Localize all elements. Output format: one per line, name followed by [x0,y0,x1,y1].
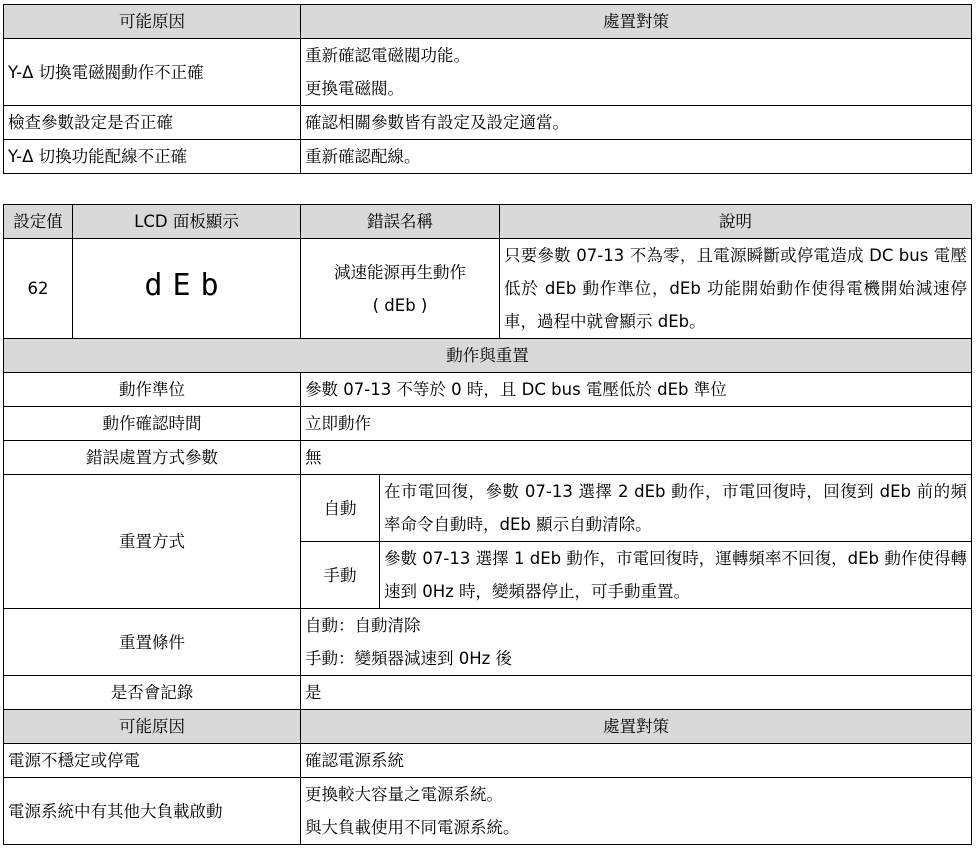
action-level-value: 參數 07-13 不等於 0 時，且 DC bus 電壓低於 dEb 準位 [301,373,972,407]
section-title: 動作與重置 [4,339,972,373]
cause-cell: Y-Δ 切換功能配線不正確 [4,140,301,174]
seven-segment-display: dEb [144,268,229,303]
col-header-setting: 設定值 [4,205,73,239]
measure-line: 重新確認電磁閥功能。 [305,46,470,65]
cause-cell: 電源系統中有其他大負載啟動 [4,778,301,845]
setting-value: 62 [4,239,73,339]
reset-condition-value [301,609,972,676]
reset-condition-label: 重置條件 [4,609,301,676]
error-detail-table [3,204,972,845]
cause-cell: 電源不穩定或停電 [4,744,301,778]
lcd-display [73,239,301,339]
col-header-measure: 處置對策 [301,5,972,39]
table-row [4,744,972,778]
measure-line: 更換電磁閥。 [305,79,404,98]
measure-cell: 確認電源系統 [301,744,972,778]
reset-condition-line: 自動：自動清除 [305,616,421,635]
error-name-code: ( dEb ) [372,295,428,315]
error-name-line: 減速能源再生動作 [334,262,466,282]
reset-condition-line: 手動：變頻器減速到 0Hz 後 [305,649,513,668]
reset-auto-label: 自動 [301,475,380,542]
table-row [4,140,972,174]
measure-cell [301,39,972,106]
col-header-cause: 可能原因 [4,710,301,744]
measure-line: 更換較大容量之電源系統。 [305,785,503,804]
confirm-time-label: 動作確認時間 [4,407,301,441]
reset-manual-label: 手動 [301,542,380,609]
table-row [4,106,972,140]
col-header-cause: 可能原因 [4,5,301,39]
col-header-measure: 處置對策 [301,710,972,744]
action-level-label: 動作準位 [4,373,301,407]
cause-cell: Y-Δ 切換電磁閥動作不正確 [4,39,301,106]
measure-cell: 確認相關參數皆有設定及設定適當。 [301,106,972,140]
col-header-description: 說明 [500,205,972,239]
confirm-time-value: 立即動作 [301,407,972,441]
top-cause-table [3,4,972,174]
error-handling-label: 錯誤處置方式參數 [4,441,301,475]
col-header-error-name: 錯誤名稱 [301,205,500,239]
reset-auto-text: 在市電回復，參數 07-13 選擇 2 dEb 動作，市電回復時，回復到 dEb 前的頻率命令自動時，dEb 顯示自動清除。 [380,475,972,542]
record-label: 是否會記錄 [4,676,301,710]
error-name [301,239,500,339]
table-row [4,778,972,845]
reset-manual-text: 參數 07-13 選擇 1 dEb 動作，市電回復時，運轉頻率不回復，dEb 動作使得轉速到 0Hz 時，變頻器停止，可手動重置。 [380,542,972,609]
error-handling-value: 無 [301,441,972,475]
description: 只要參數 07-13 不為零，且電源瞬斷或停電造成 DC bus 電壓低於 dEb 動作準位，dEb 功能開始動作使得電機開始減速停車，過程中就會顯示 dEb。 [500,239,972,339]
table-row [4,39,972,106]
measure-cell: 重新確認配線。 [301,140,972,174]
col-header-lcd: LCD 面板顯示 [73,205,301,239]
measure-line: 與大負載使用不同電源系統。 [305,818,520,837]
cause-cell: 檢查參數設定是否正確 [4,106,301,140]
reset-method-label: 重置方式 [4,475,301,609]
record-value: 是 [301,676,972,710]
measure-cell [301,778,972,845]
